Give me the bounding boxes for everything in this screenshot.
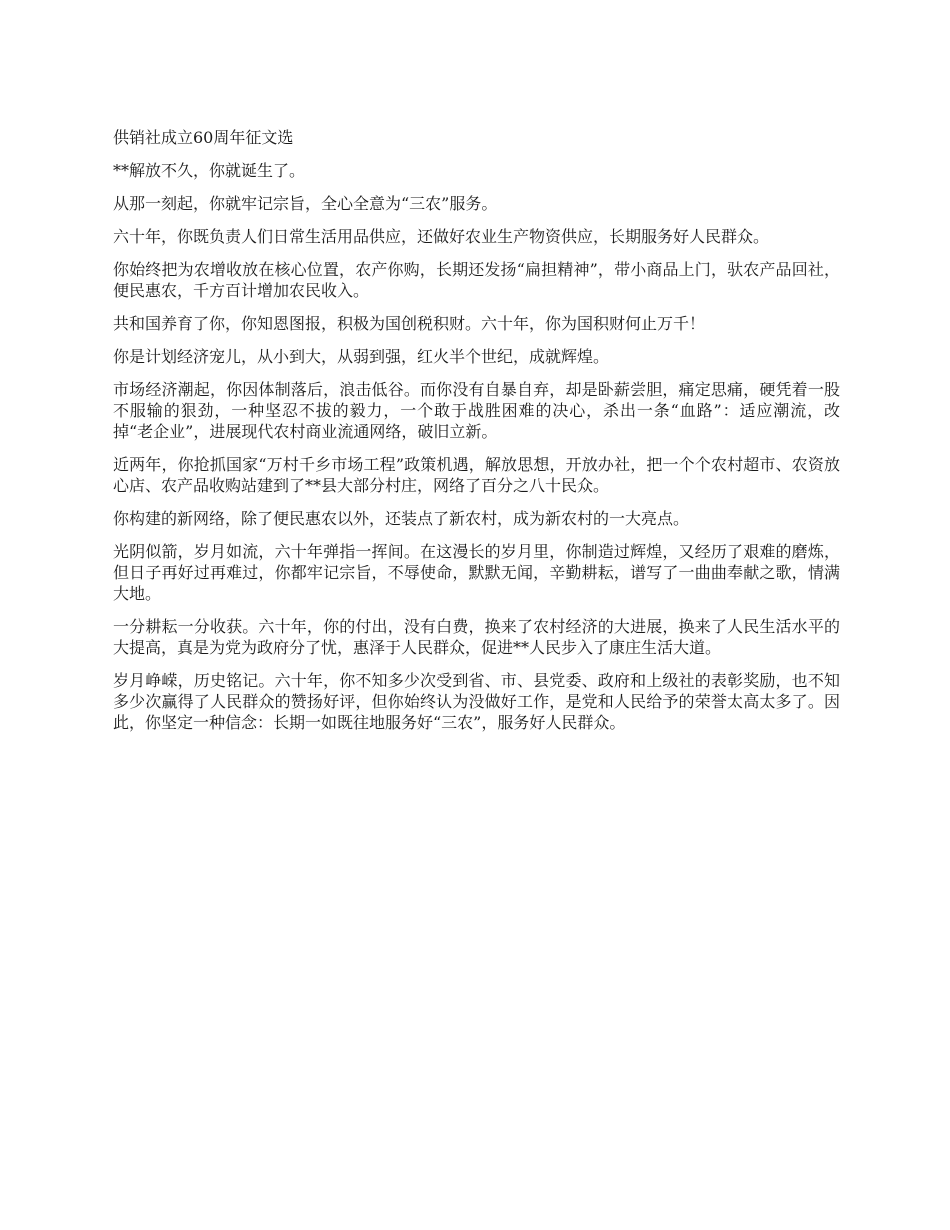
paragraph-11: 一分耕耘一分收获。六十年，你的付出，没有白费，换来了农村经济的大进展，换来了人民生活水平的大提高，真是为党为政府分了忧，惠泽于人民群众，促进**人民步入了康庄生活大道。 bbox=[113, 617, 840, 657]
paragraph-4: 你始终把为农增收放在核心位置，农产你购，长期还发扬“扁担精神”，带小商品上门，驮农产品回社，便民惠农，千方百计增加农民收入。 bbox=[113, 260, 840, 300]
paragraph-9: 你构建的新网络，除了便民惠农以外，还装点了新农村，成为新农村的一大亮点。 bbox=[113, 509, 690, 528]
paragraph-6: 你是计划经济宠儿，从小到大，从弱到强，红火半个世纪，成就辉煌。 bbox=[113, 347, 610, 366]
paragraph-8: 近两年，你抢抓国家“万村千乡市场工程”政策机遇，解放思想，开放办社，把一个个农村超市、农资放心店、农产品收购站建到了**县大部分村庄，网络了百分之八十民众。 bbox=[113, 455, 840, 495]
paragraph-7: 市场经济潮起，你因体制落后，浪击低谷。而你没有自暴自弃，却是卧薪尝胆，痛定思痛，硬凭着一股不服输的狠劲，一种坚忍不拔的毅力，一个敢于战胜困难的决心，杀出一条“血路”：适应潮流，改掉“老企业”，进展现代农村商业流通网络，破旧立新。 bbox=[113, 380, 840, 441]
document-title: 供销社成立60周年征文选 bbox=[113, 128, 294, 147]
paragraph-3: 六十年，你既负责人们日常生活用品供应，还做好农业生产物资供应，长期服务好人民群众。 bbox=[113, 227, 770, 246]
paragraph-5: 共和国养育了你，你知恩图报，积极为国创税积财。六十年，你为国积财何止万千！ bbox=[113, 314, 706, 333]
paragraph-1: **解放不久，你就诞生了。 bbox=[113, 161, 306, 180]
document-page bbox=[113, 127, 840, 745]
paragraph-10: 光阴似箭，岁月如流，六十年弹指一挥间。在这漫长的岁月里，你制造过辉煌，又经历了艰难的磨炼，但日子再好过再难过，你都牢记宗旨，不辱使命，默默无闻，辛勤耕耘，谱写了一曲曲奉献之歌，情满大地。 bbox=[113, 542, 840, 603]
paragraph-12: 岁月峥嵘，历史铭记。六十年，你不知多少次受到省、市、县党委、政府和上级社的表彰奖励，也不知多少次赢得了人民群众的赞扬好评，但你始终认为没做好工作，是党和人民给予的荣誉太高太多了。因此，你坚定一种信念：长期一如既往地服务好“三农”，服务好人民群众。 bbox=[113, 671, 840, 732]
paragraph-2: 从那一刻起，你就牢记宗旨，全心全意为“三农”服务。 bbox=[113, 194, 498, 213]
